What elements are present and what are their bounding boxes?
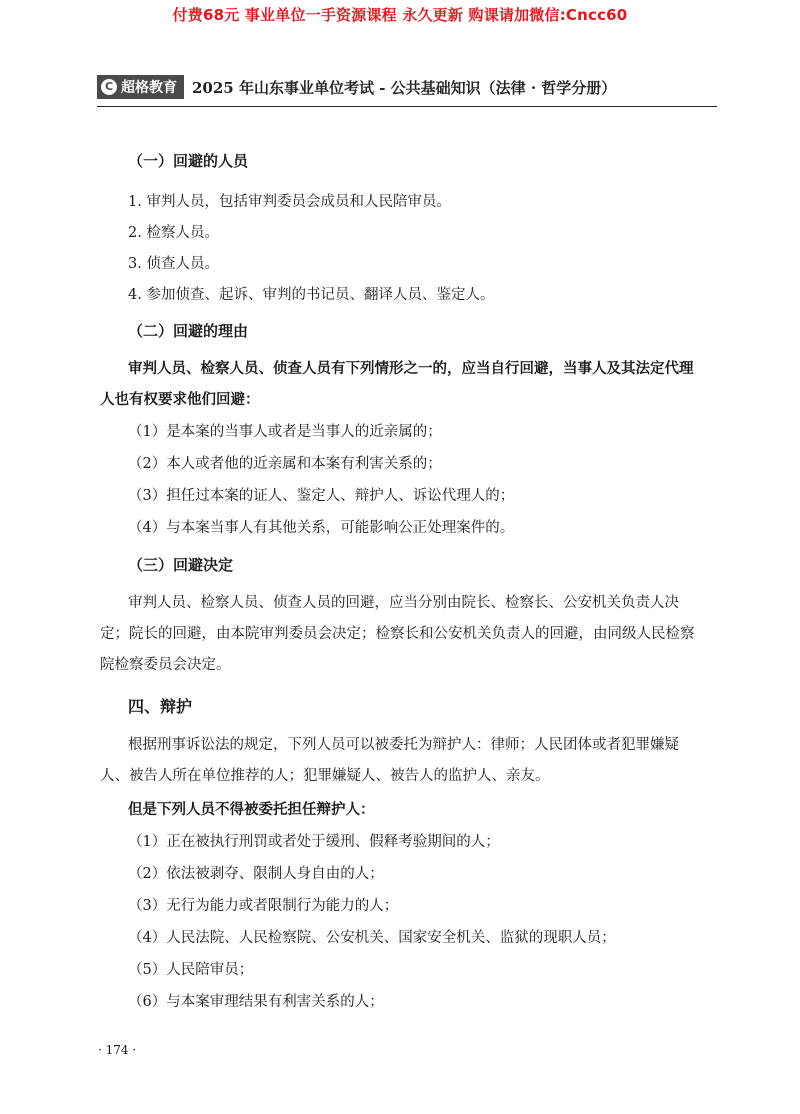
- list-item: （1）正在被执行刑罚或者处于缓刑、假释考验期间的人；: [128, 834, 500, 850]
- list-item: （2）本人或者他的近亲属和本案有利害关系的；: [128, 456, 442, 472]
- list-item: 3. 侦查人员。: [128, 256, 219, 272]
- section-4-subheading: 但是下列人员不得被委托担任辩护人：: [128, 801, 375, 818]
- list-item: （4）与本案当事人有其他关系，可能影响公正处理案件的。: [128, 520, 515, 536]
- header-title: 2025 年山东事业单位考试 - 公共基础知识（法律 · 哲学分册）: [192, 78, 617, 97]
- section-heading-4: 四、辩护: [128, 697, 193, 716]
- list-item: 4. 参加侦查、起诉、审判的书记员、翻译人员、鉴定人。: [128, 287, 495, 303]
- logo-mark-icon: C: [101, 79, 117, 95]
- list-item: 2. 检察人员。: [128, 225, 219, 241]
- section-heading-3: （三）回避决定: [128, 556, 234, 574]
- list-item: （3）无行为能力或者限制行为能力的人；: [128, 898, 399, 914]
- section-heading-2: （二）回避的理由: [128, 322, 249, 340]
- list-item: 1. 审判人员，包括审判委员会成员和人民陪审员。: [128, 194, 451, 210]
- logo-text: 超格教育: [121, 80, 177, 96]
- brand-logo: [97, 75, 184, 99]
- section-heading-1: （一）回避的人员: [128, 152, 249, 170]
- section-3-body: 审判人员、检察人员、侦查人员的回避，应当分别由院长、检察长、公安机关负责人决定；院长的回避，由本院审判委员会决定；检察长和公安机关负责人的回避，由同级人民检察院检察委员会决定。: [100, 595, 695, 673]
- page-header: [97, 72, 717, 107]
- page-number: · 174 ·: [98, 1043, 137, 1057]
- list-item: （2）依法被剥夺、限制人身自由的人；: [128, 866, 384, 882]
- list-item: （6）与本案审理结果有利害关系的人；: [128, 994, 384, 1010]
- section-4-body: 根据刑事诉讼法的规定，下列人员可以被委托为辩护人：律师；人民团体或者犯罪嫌疑人、被告人所在单位推荐的人；犯罪嫌疑人、被告人的监护人、亲友。: [100, 737, 679, 784]
- list-item: （4）人民法院、人民检察院、公安机关、国家安全机关、监狱的现职人员；: [128, 930, 616, 946]
- promo-banner: 付费68元 事业单位一手资源课程 永久更新 购课请加微信:Cncc60: [172, 6, 628, 24]
- list-item: （3）担任过本案的证人、鉴定人、辩护人、诉讼代理人的；: [128, 488, 515, 504]
- list-item: （1）是本案的当事人或者是当事人的近亲属的；: [128, 424, 442, 440]
- section-2-intro: 审判人员、检察人员、侦查人员有下列情形之一的，应当自行回避，当事人及其法定代理人也有权要求他们回避：: [100, 360, 694, 408]
- list-item: （5）人民陪审员；: [128, 962, 254, 978]
